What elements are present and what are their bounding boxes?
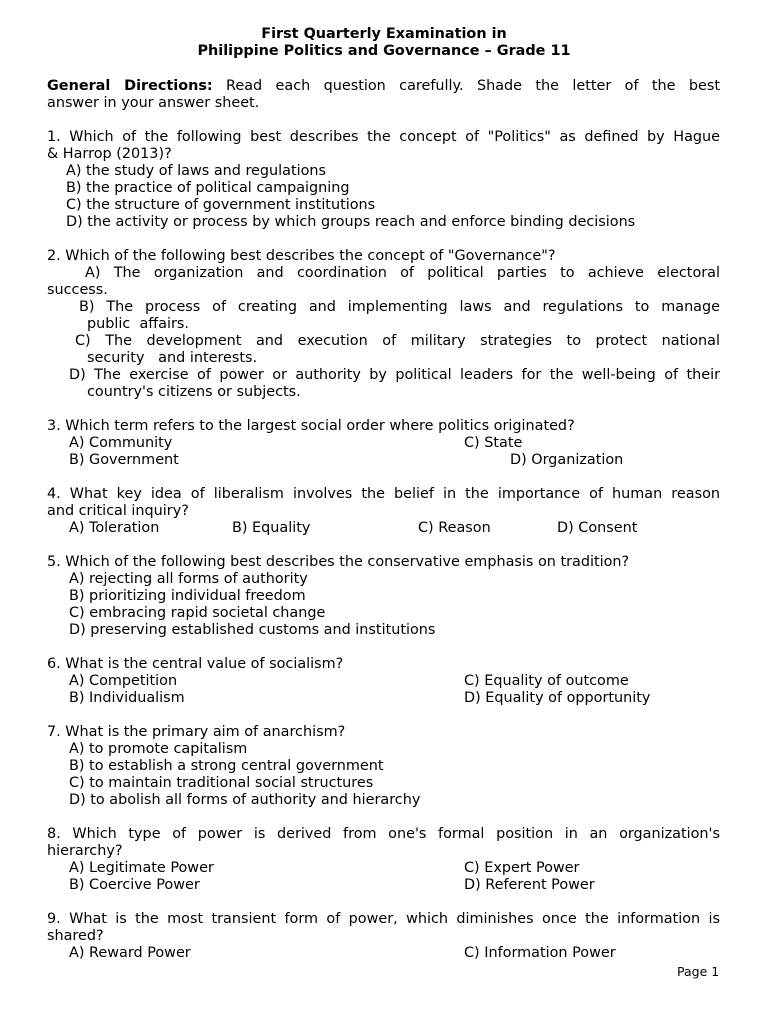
answer-choice: C) Equality of outcome: [464, 673, 629, 689]
answer-choice: A) The organization and coordination of political parties to achieve electoral: [85, 265, 720, 281]
answer-choice: C) embracing rapid societal change: [69, 605, 326, 621]
question-stem: 9. What is the most transient form of power, which diminishes once the information is: [47, 911, 720, 927]
answer-choice: C) The development and execution of military strategies to protect national: [75, 333, 720, 349]
answer-choice: C) State: [464, 435, 523, 451]
answer-choice: A) Reward Power: [69, 945, 191, 961]
answer-choice: B) The process of creating and implementing laws and regulations to manage: [79, 299, 720, 315]
question-stem: 4. What key idea of liberalism involves the belief in the importance of human reason: [47, 486, 720, 502]
answer-choice-continuation: public affairs.: [87, 316, 189, 332]
question-stem: 6. What is the central value of socialism?: [47, 656, 344, 672]
directions-line1: [47, 78, 720, 95]
answer-choice: C) Reason: [418, 520, 491, 536]
answer-choice: B) Equality: [232, 520, 311, 536]
answer-choice: B) to establish a strong central government: [69, 758, 384, 774]
answer-choice: D) Equality of opportunity: [464, 690, 651, 706]
page-number: Page 1: [677, 964, 720, 979]
answer-choice: D) The exercise of power or authority by political leaders for the well-being of their: [69, 367, 720, 383]
exam-title-line2: Philippine Politics and Governance – Grade 11: [197, 43, 571, 59]
answer-choice: D) the activity or process by which groups reach and enforce binding decisions: [66, 214, 636, 230]
question-stem: and critical inquiry?: [47, 503, 189, 519]
answer-choice: C) Expert Power: [464, 860, 580, 876]
answer-choice: A) Community: [69, 435, 173, 451]
directions-line2: answer in your answer sheet.: [47, 95, 260, 111]
question-stem: 5. Which of the following best describes the conservative emphasis on tradition?: [47, 554, 630, 570]
answer-choice: D) Consent: [557, 520, 638, 536]
question-stem: 1. Which of the following best describes the concept of "Politics" as defined by Hague: [47, 129, 720, 145]
question-stem: 8. Which type of power is derived from one's formal position in an organization's: [47, 826, 720, 842]
question-stem: shared?: [47, 928, 104, 944]
answer-choice: D) Referent Power: [464, 877, 595, 893]
question-stem: 7. What is the primary aim of anarchism?: [47, 724, 346, 740]
answer-choice: B) Government: [69, 452, 179, 468]
answer-choice: A) to promote capitalism: [69, 741, 248, 757]
answer-choice: A) Toleration: [69, 520, 160, 536]
question-stem: hierarchy?: [47, 843, 123, 859]
question-stem: & Harrop (2013)?: [47, 146, 172, 162]
directions-label: General Directions:: [47, 78, 213, 94]
answer-choice: B) Coercive Power: [69, 877, 200, 893]
answer-choice: C) Information Power: [464, 945, 616, 961]
question-stem: 3. Which term refers to the largest social order where politics originated?: [47, 418, 575, 434]
answer-choice: B) prioritizing individual freedom: [69, 588, 306, 604]
exam-title-line1: First Quarterly Examination in: [261, 26, 507, 42]
answer-choice: B) the practice of political campaigning: [66, 180, 350, 196]
answer-choice: D) to abolish all forms of authority and hierarchy: [69, 792, 421, 808]
answer-choice: A) the study of laws and regulations: [66, 163, 327, 179]
answer-choice: C) the structure of government institutions: [66, 197, 376, 213]
answer-choice: A) Legitimate Power: [69, 860, 214, 876]
directions-text: Read each question carefully. Shade the letter of the best: [212, 78, 720, 94]
answer-choice-continuation: country's citizens or subjects.: [87, 384, 301, 400]
answer-choice: D) preserving established customs and institutions: [69, 622, 436, 638]
answer-choice: D) Organization: [510, 452, 624, 468]
answer-choice: A) rejecting all forms of authority: [69, 571, 308, 587]
question-stem: 2. Which of the following best describes the concept of "Governance"?: [47, 248, 556, 264]
answer-choice: C) to maintain traditional social structures: [69, 775, 374, 791]
answer-choice: A) Competition: [69, 673, 178, 689]
answer-choice-continuation: success.: [47, 282, 108, 298]
answer-choice-continuation: security and interests.: [87, 350, 258, 366]
answer-choice: B) Individualism: [69, 690, 185, 706]
